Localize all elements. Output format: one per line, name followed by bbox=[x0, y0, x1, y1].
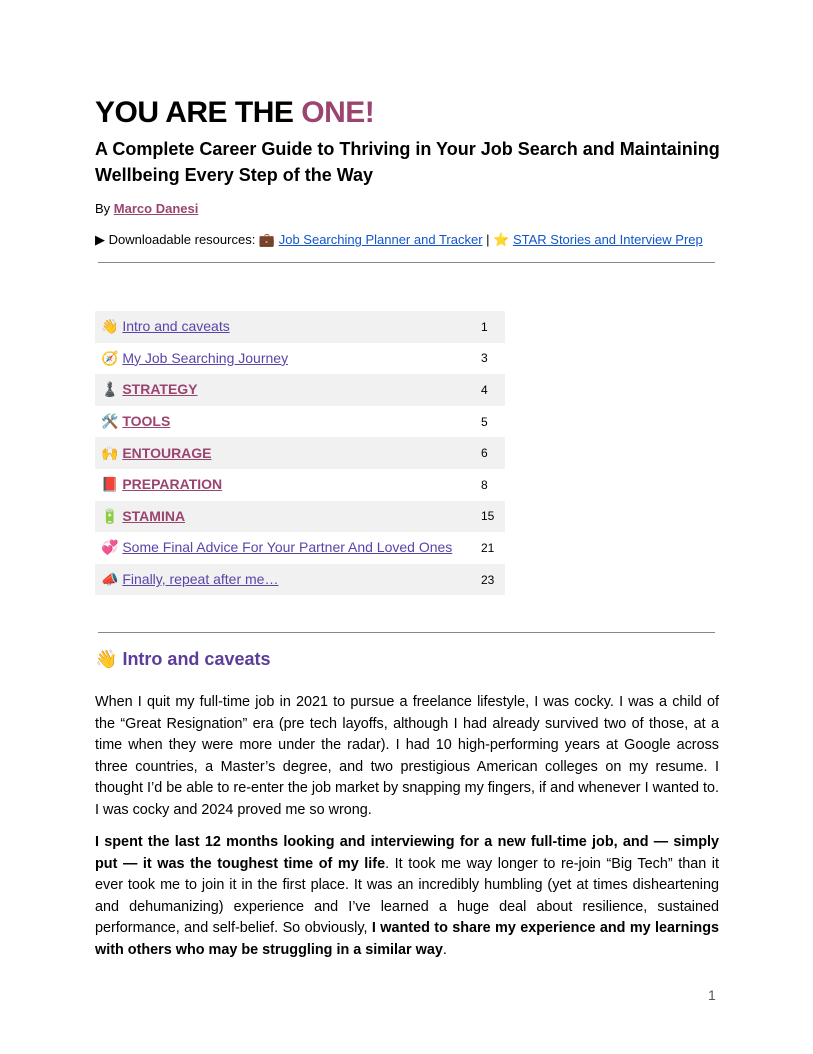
toc-page-number: 8 bbox=[481, 477, 488, 492]
toc-entry bbox=[95, 343, 475, 375]
resources-line bbox=[95, 232, 703, 248]
toc-link[interactable]: Intro and caveats bbox=[122, 318, 230, 335]
waving-hand-icon: 👋 bbox=[101, 318, 119, 335]
toc-row bbox=[95, 469, 505, 501]
toc-entry bbox=[95, 564, 475, 596]
planner-tracker-link[interactable]: Job Searching Planner and Tracker bbox=[278, 232, 483, 247]
toc-row bbox=[95, 501, 505, 533]
toc-page-number: 21 bbox=[481, 540, 495, 555]
red-book-icon: 📕 bbox=[101, 476, 119, 493]
toc-page-number: 4 bbox=[481, 382, 488, 397]
toc-link[interactable]: STRATEGY bbox=[122, 381, 198, 398]
toc-entry bbox=[95, 532, 475, 564]
hearts-icon: 💞 bbox=[101, 539, 119, 556]
toc-row bbox=[95, 437, 505, 469]
byline-prefix: By bbox=[95, 201, 114, 216]
toc-page-number: 3 bbox=[481, 351, 488, 366]
megaphone-icon: 📣 bbox=[101, 571, 119, 588]
toc-link[interactable]: PREPARATION bbox=[122, 476, 223, 493]
star-stories-link[interactable]: STAR Stories and Interview Prep bbox=[512, 232, 703, 247]
toc-entry bbox=[95, 501, 475, 533]
toc-row bbox=[95, 564, 505, 596]
toc-page-number: 5 bbox=[481, 414, 488, 429]
bold-text: I wanted to share my experience and my learnings with others who may be struggling in a similar way bbox=[95, 920, 719, 958]
document-title bbox=[95, 96, 374, 130]
toc-page-number: 15 bbox=[481, 509, 495, 524]
resources-label: Downloadable resources: bbox=[105, 232, 259, 247]
battery-icon: 🔋 bbox=[101, 507, 119, 524]
star-icon: ⭐ bbox=[493, 232, 510, 247]
toc-entry bbox=[95, 311, 475, 343]
toc-row bbox=[95, 311, 505, 343]
toc-row bbox=[95, 374, 505, 406]
tools-icon: 🛠️ bbox=[101, 413, 119, 430]
page-number: 1 bbox=[708, 987, 716, 1003]
toc-link[interactable]: ENTOURAGE bbox=[122, 444, 212, 461]
section-heading-text: Intro and caveats bbox=[122, 649, 271, 669]
text-run: . bbox=[442, 941, 447, 958]
briefcase-icon: 💼 bbox=[258, 232, 276, 247]
author-link[interactable]: Marco Danesi bbox=[113, 201, 199, 216]
chess-pawn-icon: ♟️ bbox=[101, 381, 119, 398]
title-main: YOU ARE THE bbox=[95, 96, 302, 129]
table-of-contents bbox=[95, 311, 505, 595]
byline bbox=[95, 201, 198, 216]
triangle-icon: ▶ bbox=[95, 232, 105, 247]
divider bbox=[98, 632, 715, 633]
raised-hands-icon: 🙌 bbox=[101, 444, 119, 461]
toc-link[interactable]: STAMINA bbox=[122, 507, 186, 524]
toc-row bbox=[95, 343, 505, 375]
separator: | bbox=[482, 232, 494, 247]
toc-entry bbox=[95, 469, 475, 501]
divider bbox=[98, 262, 715, 263]
section-heading bbox=[95, 649, 271, 670]
toc-page-number: 1 bbox=[481, 319, 488, 334]
toc-link[interactable]: Finally, repeat after me… bbox=[122, 571, 279, 588]
document-subtitle: A Complete Career Guide to Thriving in Your Job Search and Maintaining Wellbeing Every Step of the Way bbox=[95, 139, 720, 185]
toc-entry bbox=[95, 374, 475, 406]
title-accent: ONE! bbox=[301, 96, 375, 129]
waving-hand-icon: 👋 bbox=[95, 649, 118, 669]
compass-icon: 🧭 bbox=[101, 349, 119, 366]
toc-row bbox=[95, 532, 505, 564]
toc-entry bbox=[95, 406, 475, 438]
toc-row bbox=[95, 406, 505, 438]
intro-paragraph-1: When I quit my full-time job in 2021 to pursue a freelance lifestyle, I was cocky. I was a child of the “Great Resignation” era (pre tech layoffs, although I had already survived two of those, at a time when they were more under the radar). I had 10 high-performing years at Google across three countries, a Master’s degree, and two prestigious American colleges on my resume. I thought I’d be able to re-enter the job market by snapping my fingers, if and whenever I wanted to. I was cocky and 2024 proved me so wrong. bbox=[95, 694, 719, 818]
toc-entry bbox=[95, 437, 475, 469]
text-run: . It took me way longer to re-join “Big Tech” than it ever took me to join it in the first place. It was an incredibly humbling (yet at times disheartening and dehumanizing) experience and I’ve learned a huge deal about resilience, sustained performance, and self-belief. So obviously, bbox=[95, 855, 719, 936]
toc-page-number: 23 bbox=[481, 572, 495, 587]
bold-text: I spent the last 12 months looking and interviewing for a new full-time job, and — simply put — it was the toughest time of my life bbox=[95, 834, 719, 872]
toc-link[interactable]: TOOLS bbox=[122, 413, 171, 430]
toc-link[interactable]: Some Final Advice For Your Partner And Loved Ones bbox=[122, 539, 453, 556]
intro-paragraph-2 bbox=[95, 832, 719, 961]
toc-link[interactable]: My Job Searching Journey bbox=[122, 349, 289, 366]
toc-page-number: 6 bbox=[481, 446, 488, 461]
